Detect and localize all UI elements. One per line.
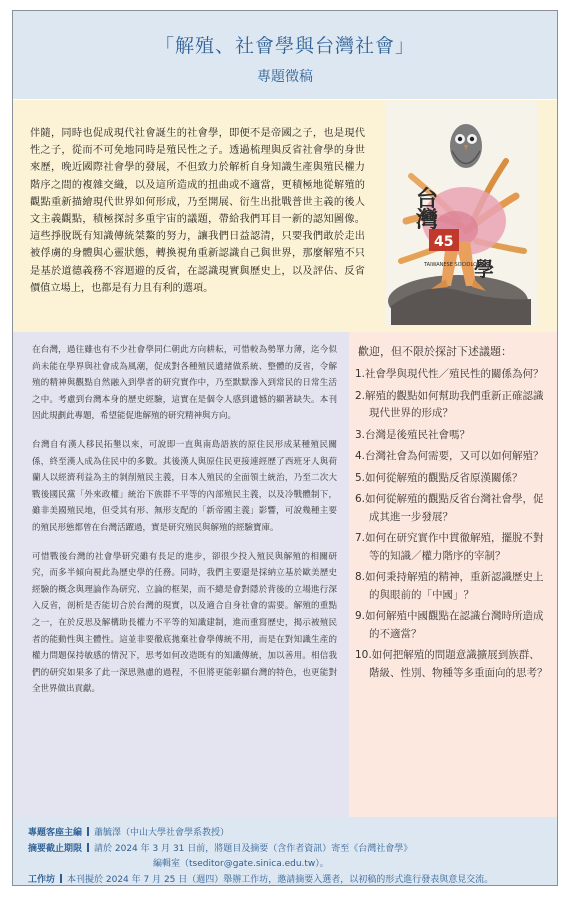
deadline-value-continued: 編輯室（tseditor@gate.sinica.edu.tw）。 [153, 859, 329, 869]
body-paragraph-2: 台灣自有漢人移民拓墾以來，可說即一直與南島語族的原住民形成某種殖民關係，終至漢人成為住民中的多數。其後漢人與原住民更接連經歷了西班牙人與荷蘭人以經濟利益為主的剝削殖民主義，日本人殖民的全面領土統治，乃至二次大戰後國民黨「外來政權」統治下族群不平等的內部殖民主義，以及冷戰體制下，雖非美國殖民地，但受其有形、無形支配的「新帝國主義」影響，可說幾種主要的殖民形態都曾在台灣活躍過，實是研究殖民與解殖的經驗寶庫。 [32, 439, 337, 533]
body-text [32, 342, 337, 710]
topic-item: 4.台灣社會為何需要，又可以如何解殖？ [355, 450, 544, 462]
separator-bar [87, 827, 89, 836]
topic-item: 7.如何在研究實作中貫徹解殖，擺脫不對等的知識／權力階序的宰制？ [355, 532, 544, 562]
topic-item: 8.如何秉持解殖的精神，重新認識歷史上的與眼前的「中國」？ [355, 571, 544, 601]
workshop-line [28, 873, 543, 889]
topic-item: 5.如何從解殖的觀點反省原漢關係？ [355, 471, 523, 484]
topic-item: 3.台灣是後殖民社會嗎？ [355, 428, 471, 441]
footer-text [28, 826, 543, 888]
deadline-value: 請於 2024 年 3 月 31 日前，將題目及摘要（含作者資訊）寄至《台灣社會學》 [94, 843, 413, 854]
topics-list [355, 366, 550, 686]
deadline-line [28, 842, 543, 858]
topic-item: 6.如何從解殖的觀點反省台灣社會學，促成其進一步發展？ [355, 493, 544, 523]
topics-title: 歡迎，但不限於探討下述議題： [358, 345, 512, 358]
cover-issue-number: 45 [434, 234, 454, 250]
svg-text:灣: 灣 [416, 207, 439, 233]
page-subtitle: 專題徵稿 [257, 69, 313, 85]
body-paragraph-1: 在台灣，過往雖也有不少社會學同仁朝此方向耕耘，可惜較為勢單力薄，迄今似尚未能在學界與社會成為風潮，促成對各種殖民遺緒做系統、整體的反省，令解殖的精神與觀點自然融入到學者的研究實作中，乃至默默滲入到常民的日常生活之中。考慮到台灣本身的歷史經驗，這實在是個令人感到遺憾的顯著缺失。本刊因此規劃此專題，希望能促進解殖的研究精神與方向。 [32, 345, 337, 422]
page-title: 「解殖、社會學與台灣社會」 [154, 35, 415, 57]
workshop-label: 工作坊 [28, 874, 56, 885]
body-section [13, 332, 349, 817]
workshop-value: 本刊擬於 2024 年 7 月 25 日（週四）舉辦工作坊，邀請摘要入選者，以初稿的形式進行發表與意見交流。 [67, 874, 494, 885]
body-paragraph-3: 可惜戰後台灣的社會學研究雖有長足的進步，卻很少投入殖民與解殖的相關研究，而多半傾向視此為歷史學的任務。同時，我們主要還是採納立基於歐美歷史經驗的概念與理論作為研究、立論的框架，而不總是會對隱於背後的立場進行深入反省，剖析是否能切合於台灣的現實，以及適合自身社會的需要。解殖的重點之一，在於反思及解構助長權力不平等的知識建制，進而重寫歷史，揭示被殖民者的能動性與主體性。這並非要徹底拋棄社會學傳統不用，而是在對知識生產的權力問題保持敏感的情況下，思考如何改造既有的知識傳統，加以善用。相信我們的研究如果多了此一深思熟慮的過程，不但將更能彰顯台灣的特色，也更能對全世界做出貢獻。 [32, 551, 337, 695]
topic-item: 9.如何解殖中國觀點在認識台灣時所造成的不適當？ [355, 610, 544, 640]
svg-text:台: 台 [416, 186, 439, 212]
topic-item: 10.如何把解殖的問題意識擴展到族群、階級、性別、物種等多重面向的思考？ [355, 649, 548, 679]
cover-illustration [386, 101, 537, 325]
topics-section [349, 332, 557, 817]
cover-english-name: TAIWANESE SOCIOLOGY [424, 262, 484, 268]
journal-cover-image [386, 101, 537, 325]
svg-text:學: 學 [474, 257, 494, 281]
topic-item: 1.社會學與現代性／殖民性的關係為何？ [355, 368, 544, 380]
footer-info [13, 817, 557, 885]
separator-bar [87, 843, 89, 852]
header-banner [13, 11, 557, 99]
topic-item: 2.解殖的觀點如何幫助我們重新正確認識現代世界的形成？ [355, 389, 544, 419]
separator-bar [60, 874, 62, 883]
editor-label: 專題客座主編 [28, 828, 83, 838]
editor-value: 蕭毓澤（中山大學社會學系教授） [94, 828, 230, 838]
intro-text: 伴隨，同時也促成現代社會誕生的社會學，即便不是帝國之子，也是現代性之子，從而不可免地同時是殖民性之子。透過梳理與反省社會學的身世來歷，晚近國際社會學的發展，不但致力於解析自身知識生產與殖民權力階序之間的複雜交織，以及這所造成的扭曲或不適當，更積極地從解殖的觀點重新描繪現代世界如何形成，乃至開展、衍生出批戰普世主義的後人文主義觀點，積極探討多重宇宙的議題，帶給我們耳目一新的認知圖像。這些掙脫既有知識傳統桀鰲的努力，讓我們日益認清，只要我們敢於走出被俘虜的身體與心靈狀態，轉換視角重新認識自己與世界，那麼解殖不只是基於道德義務不容迴避的反省，在認識現實與歷史上，以及評估、反省價值立場上，也都是有力且有利的選項。 [30, 128, 365, 294]
editor-line [28, 826, 543, 842]
deadline-label: 摘要截止期限 [28, 843, 83, 854]
